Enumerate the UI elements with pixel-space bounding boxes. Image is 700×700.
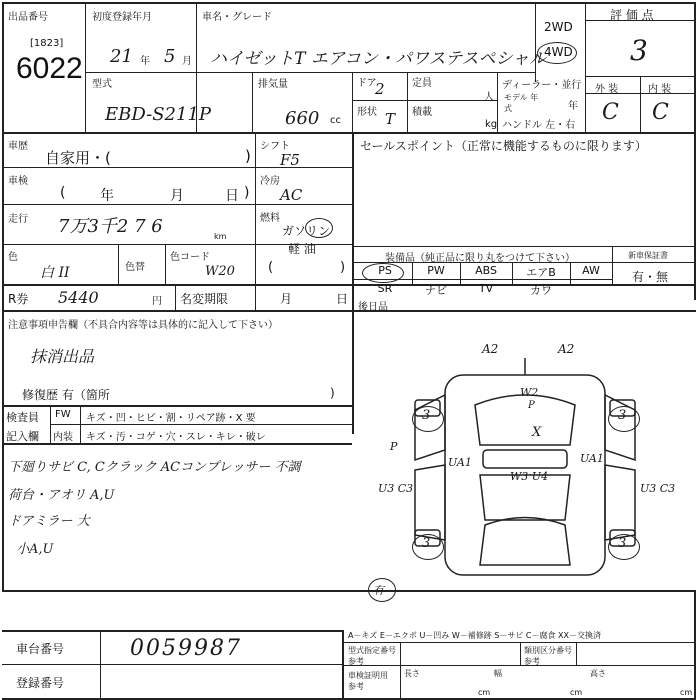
sales-point-label: セールスポイント（正常に機能するものに限ります） (360, 139, 647, 153)
fw-label: FW (55, 409, 71, 420)
fuel-open: ( (268, 260, 274, 275)
tire-rating-rl: 3 (422, 536, 431, 551)
model-label: 型式 (92, 79, 112, 90)
drive-2wd: 2WD (544, 20, 573, 34)
first-reg-year: 21 (110, 46, 133, 67)
legend: A－キズ E－エクボ U－凹み W－補修跡 S－サビ C－腐食 XX－交換済 (348, 631, 602, 640)
chassis-label: 車台番号 (16, 642, 65, 656)
capacity-unit: 人 (484, 92, 494, 103)
equip-ps-circle (362, 263, 404, 283)
exterior-label: 外 装 (595, 84, 619, 95)
equip-airbag: エアB (526, 266, 556, 279)
year-suffix: 年 (140, 56, 150, 67)
int-items: キズ・汚・コゲ・穴・スレ・キレ・破レ (86, 432, 266, 443)
inspection-day: 日 (225, 188, 239, 204)
class-label: 類別区分番号 参考 (524, 646, 572, 666)
shape-label: 形状 (357, 107, 377, 118)
int-label: 内装 (53, 432, 73, 443)
load-label: 積載 (412, 107, 432, 118)
mileage-label: 走行 (8, 214, 28, 225)
equip-navi: ナビ (425, 284, 447, 297)
history-label: 車歴 (8, 141, 28, 152)
mileage-unit: km (214, 232, 227, 241)
mark-u3c3-left: U3 C3 (378, 482, 414, 495)
capacity-label: 定員 (412, 78, 432, 89)
mark-p-top: P (528, 400, 535, 411)
recycle-label: R券 (8, 292, 29, 306)
model-value: EBD-S211P (105, 104, 212, 125)
month-suffix: 月 (182, 56, 192, 67)
fuel-label: 燃料 (260, 213, 280, 224)
mark-w3-u4: W3 U4 (510, 470, 549, 483)
fuel-close: ) (340, 260, 346, 275)
declaration-label: 注意事項申告欄（不具合内容等は具体的に記入して下さい） (8, 320, 278, 331)
equip-leather: カワ (530, 284, 552, 297)
mark-x: X (532, 425, 542, 440)
dims-label: 型式指定番号 参考 (348, 646, 396, 666)
displacement-unit: cc (330, 115, 341, 126)
inspection-month: 月 (170, 188, 184, 204)
color-label: 色 (8, 252, 18, 263)
length-label: 長さ (404, 669, 420, 678)
tire-rating-rr: 3 (618, 536, 627, 551)
cm-3: cm (680, 688, 693, 697)
width-label: 幅 (494, 669, 502, 678)
cooler-label: 冷房 (260, 176, 280, 187)
inspector-note-3: ドアミラー 大 (8, 514, 90, 529)
tire-rating-fr: 3 (618, 408, 627, 423)
inspection-close: ) (244, 185, 250, 201)
outer-left (2, 2, 4, 592)
outer-top (2, 2, 696, 4)
repair-close: ) (330, 386, 335, 400)
lot-number-label: 出品番号 (8, 12, 48, 23)
cm-1: cm (478, 688, 491, 697)
fw-items: キズ・凹・ヒビ・割・リペア跡・X 要 (86, 413, 256, 424)
repair-label: 修復歴 有（箇所 (22, 388, 110, 402)
handle-label: ハンドル 左・右 (502, 120, 576, 131)
rating-value: 3 (630, 34, 648, 67)
inspector-note-1: 下廻りサビ C, Cクラック ACコンプレッサー 不調 (8, 460, 301, 475)
cooler-value: AC (280, 186, 303, 204)
first-reg-label: 初度登録年月 (92, 12, 152, 23)
outer-right (694, 2, 696, 300)
inspector-note-4: 小A,U (16, 542, 54, 557)
equipment-label: 装備品（純正品に限り丸をつけて下さい） (385, 253, 575, 264)
mark-w2: W2 (520, 386, 539, 399)
declaration-text: 抹消出品 (30, 347, 95, 366)
exterior-grade: C (602, 100, 619, 125)
equip-sr: SR (377, 282, 393, 295)
displacement-value: 660 (285, 108, 320, 129)
recycle-value: 5440 (58, 288, 99, 307)
reg-label: 登録番号 (16, 676, 65, 690)
inspector-note-2: 荷台・アオリ A,U (8, 488, 115, 503)
shift-value: F5 (280, 151, 300, 169)
mileage-value: 7万3千2 7 6 (58, 216, 163, 237)
mark-a2-right: A2 (558, 342, 575, 356)
interior-grade: C (652, 100, 669, 125)
interior-label: 内 装 (648, 84, 672, 95)
lot-number: 6022 (16, 52, 83, 85)
dealer-label: ディーラー・並行 (502, 80, 582, 91)
car-name: ハイゼットT エアコン・パワステスペシャル (210, 49, 547, 69)
color-change-label: 色替 (125, 262, 145, 273)
load-unit: kg (485, 119, 498, 130)
fuel-gasoline: ガソリン (282, 224, 331, 238)
name-change-day: 日 (336, 292, 349, 306)
history-close: ) (245, 147, 251, 165)
height-label: 高さ (590, 669, 606, 678)
equip-tv: TV (478, 282, 494, 295)
drive-4wd: 4WD (544, 45, 573, 59)
doors-label: ドア (357, 78, 377, 89)
mark-u3c3-right: U3 C3 (640, 482, 676, 495)
shift-label: シフト (260, 141, 290, 152)
mark-spare: 有 (373, 584, 384, 597)
history-value: 自家用・( (45, 149, 111, 167)
displacement-label: 排気量 (258, 79, 288, 90)
mark-p-left: P (390, 440, 398, 453)
car-name-label: 車名・グレード (202, 12, 272, 23)
fuel-diesel: 軽 油 (288, 242, 316, 256)
first-reg-month: 5 (164, 46, 176, 67)
inspection-label: 車検 (8, 176, 28, 187)
inspection-year: 年 (100, 188, 114, 204)
shape-value: T (385, 110, 396, 128)
name-change-month: 月 (280, 292, 293, 306)
equip-aw: AW (582, 264, 600, 277)
mark-ua1-right: UA1 (580, 452, 604, 465)
equip-abs: ABS (475, 264, 497, 277)
post-date-label: 後日品 (358, 302, 388, 313)
doors-value: 2 (375, 80, 385, 98)
inspection-open: ( (60, 185, 66, 201)
cert-label: 車検証明用 参考 (348, 671, 388, 691)
equip-ps: PS (378, 264, 392, 277)
color-code-value: W20 (205, 264, 235, 279)
chassis-value: 0059987 (130, 636, 242, 661)
equip-pw: PW (427, 264, 445, 277)
name-change-label: 名変期限 (180, 292, 229, 306)
lot-code: [1823] (30, 38, 64, 49)
model-year-label: モデル 年式 (504, 93, 539, 113)
model-year-unit: 年 (568, 101, 578, 112)
cm-2: cm (570, 688, 583, 697)
color-code-label: 色コード (170, 252, 210, 263)
warranty-value: 有・無 (632, 270, 669, 284)
tire-rating-fl: 3 (422, 408, 431, 423)
inspector-label-2: 記入欄 (6, 430, 39, 443)
recycle-unit: 円 (152, 296, 162, 307)
rating-label: 評 価 点 (610, 8, 654, 22)
mark-a2-left: A2 (482, 342, 499, 356)
mark-ua1-left: UA1 (448, 456, 472, 469)
color-value: 白 II (40, 265, 70, 281)
warranty-label: 新車保証書 (628, 251, 668, 260)
inspector-label-1: 検査員 (6, 411, 39, 424)
fuel-gasoline-circle (305, 218, 333, 238)
